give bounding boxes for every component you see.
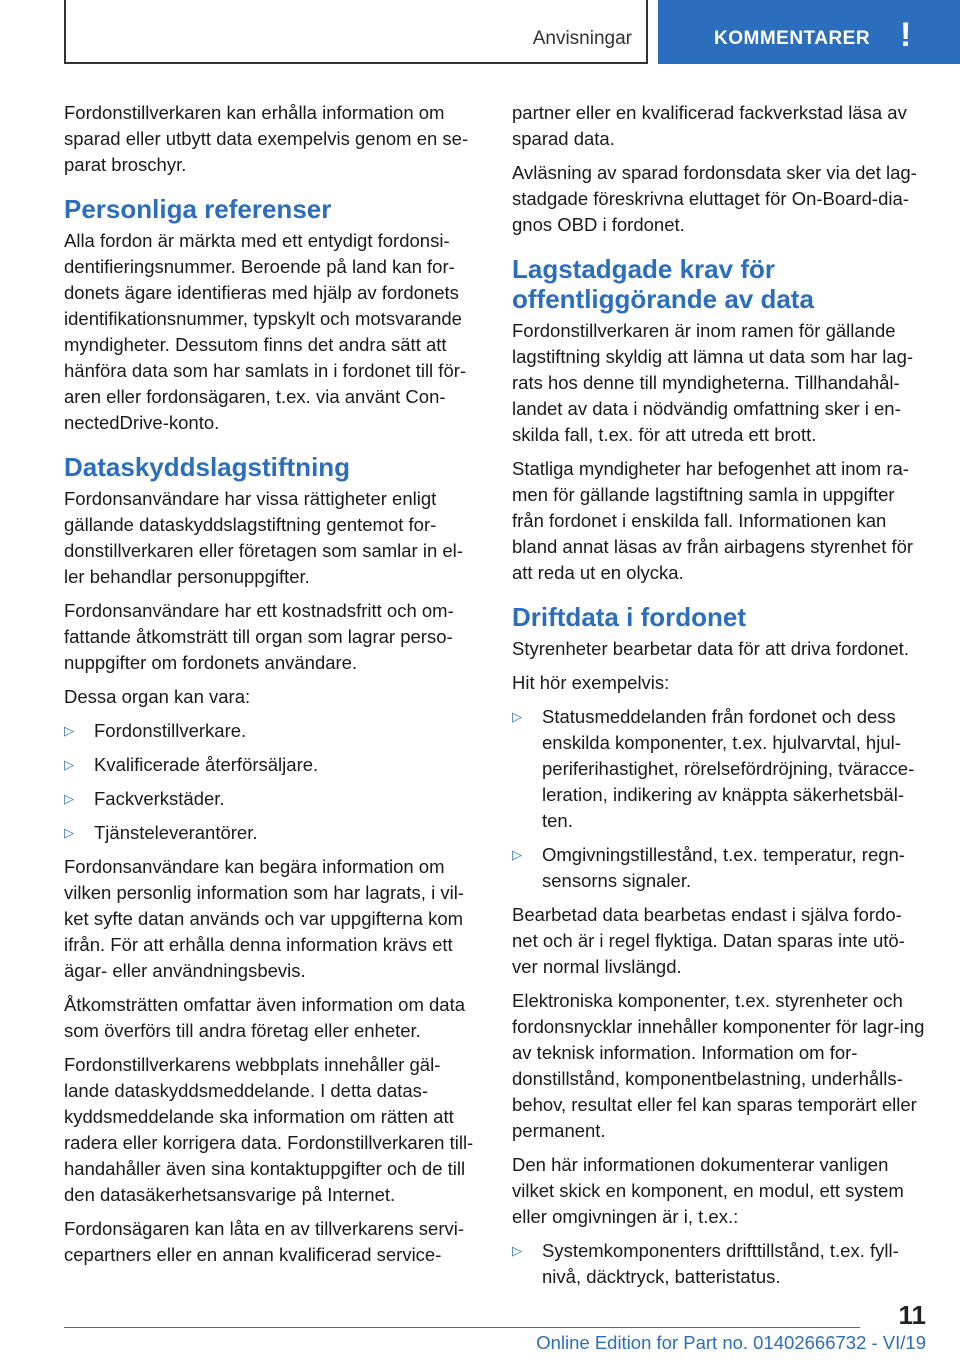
list-item-text: Omgivningstillestånd, t.ex. temperatur, regn-sensorns signaler. xyxy=(542,844,905,891)
page-number: 11 xyxy=(898,1300,926,1330)
paragraph: Den här informationen dokumenterar vanligen vilket skick en komponent, en modul, ett system eller omgivningen är i, t.ex.: xyxy=(512,1154,904,1227)
paragraph: Fordonstillverkaren är inom ramen för gällande lagstiftning skyldig att lämna ut data som har lag-rats hos denne till myndigheterna. Tillhandahål-landet av data i nödvändig omfattning sker i en-skilda fall, t.ex. för att utreda ett brott. xyxy=(512,320,914,445)
paragraph: Fordonstillverkaren kan erhålla information om sparad eller utbytt data exempelvis genom en se-parat broschyr. xyxy=(64,102,469,175)
paragraph: Fordonsanvändare har ett kostnadsfritt och om-fattande åtkomsträtt till organ som lagrar perso-nuppgifter om fordonets användare. xyxy=(64,600,454,673)
footer-divider xyxy=(64,1327,860,1328)
list-item-text: Tjänsteleverantörer. xyxy=(94,822,258,843)
list-item xyxy=(64,752,478,778)
paragraph: Fordonsanvändare kan begära information om vilken personlig information som har lagrats, i vil-ket syfte datan används och var uppgifterna kom ifrån. För att erhålla denna information krävs ett ägar- eller användningsbevis. xyxy=(64,856,464,981)
left-column xyxy=(64,100,478,1276)
paragraph: Bearbetad data bearbetas endast i själva fordo-net och är i regel flyktiga. Datan sparas inte utö-ver normal livslängd. xyxy=(512,904,905,977)
section-label: Anvisningar xyxy=(532,28,632,49)
section-tab-label: KOMMENTARER xyxy=(714,28,871,49)
heading-personliga-referenser: Personliga referenser xyxy=(64,194,332,224)
triangle-bullet-icon: ▷ xyxy=(64,825,74,840)
paragraph: Fordonsanvändare har vissa rättigheter enligt gällande dataskyddslagstiftning gentemot for-donstillverkaren eller företagen som samlar in el-ler behandlar personuppgifter. xyxy=(64,488,463,587)
list-item xyxy=(64,786,478,812)
header-box xyxy=(64,0,648,64)
heading-lagstadgade-krav: Lagstadgade krav för offentliggörande av data xyxy=(512,254,814,314)
list-item xyxy=(512,1238,926,1290)
right-column xyxy=(512,100,926,1298)
section-tab[interactable] xyxy=(658,0,960,64)
paragraph: Avläsning av sparad fordonsdata sker via det lag-stadgade föreskrivna eluttaget för On-Board-dia-gnos OBD i fordonet. xyxy=(512,162,917,235)
triangle-bullet-icon: ▷ xyxy=(512,709,522,724)
exclamation-icon: ! xyxy=(900,16,912,54)
triangle-bullet-icon: ▷ xyxy=(64,757,74,772)
paragraph: Alla fordon är märkta med ett entydigt fordonsi-dentifieringsnummer. Beroende på land kan for-donets ägare identifieras med hjälp av fordonets identifikationsnummer, typskylt och motsvarande myndigheter. Dessutom finns det andra sätt att hänföra data som har samlats in i fordonet till för-aren eller fordonsägaren, t.ex. via använt Con-nectedDrive-konto. xyxy=(64,230,467,433)
triangle-bullet-icon: ▷ xyxy=(64,791,74,806)
list-item-text: Statusmeddelanden från fordonet och dess enskilda komponenter, t.ex. hjulvarvtal, hjul-periferihastighet, rörelsefördröjning, tväracce-leration, indikering av knäppta säkerhetsbäl-ten. xyxy=(542,706,915,831)
heading-dataskyddslagstiftning: Dataskyddslagstiftning xyxy=(64,452,351,482)
organ-list xyxy=(64,718,478,846)
driftdata-list xyxy=(512,704,926,894)
paragraph: Statliga myndigheter har befogenhet att inom ra-men för gällande lagstiftning samla in uppgifter från fordonet i enskilda fall. Informationen kan bland annat läsas av från airbagens styrenhet för att reda ut en olycka. xyxy=(512,458,914,583)
list-item xyxy=(64,718,478,744)
paragraph: Styrenheter bearbetar data för att driva fordonet. xyxy=(512,638,909,659)
system-list xyxy=(512,1238,926,1290)
paragraph: partner eller en kvalificerad fackverkstad läsa av sparad data. xyxy=(512,102,907,149)
paragraph: Fordonsägaren kan låta en av tillverkarens servi-cepartners eller en annan kvalificerad service- xyxy=(64,1218,464,1265)
list-item-text: Fackverkstäder. xyxy=(94,788,225,809)
triangle-bullet-icon: ▷ xyxy=(512,847,522,862)
triangle-bullet-icon: ▷ xyxy=(512,1243,522,1258)
paragraph: Dessa organ kan vara: xyxy=(64,686,251,707)
paragraph: Hit hör exempelvis: xyxy=(512,672,670,693)
list-item-text: Fordonstillverkare. xyxy=(94,720,247,741)
list-item-text: Systemkomponenters drifttillstånd, t.ex. fyll-nivå, däcktryck, batteristatus. xyxy=(542,1240,899,1287)
paragraph: Elektroniska komponenter, t.ex. styrenheter och fordonsnycklar innehåller komponenter för lagr-ing av teknisk information. Information om for-donstillstånd, komponentbelastning, underhålls-behov, resultat eller fel kan sparas temporärt eller permanent. xyxy=(512,990,925,1141)
list-item xyxy=(64,820,478,846)
paragraph: Åtkomsträtten omfattar även information om data som överförs till andra företag eller enheter. xyxy=(64,994,466,1041)
list-item xyxy=(512,842,926,894)
paragraph: Fordonstillverkarens webbplats innehåller gäl-lande dataskyddsmeddelande. I detta datas-kyddsmeddelande ska information om rätten att radera eller korrigera data. Fordonstillverkaren till-handahåller även sina kontaktuppgifter och de till den datasäkerhetsansvarige på Internet. xyxy=(64,1054,474,1205)
heading-driftdata: Driftdata i fordonet xyxy=(512,602,746,632)
list-item xyxy=(512,704,926,834)
list-item-text: Kvalificerade återförsäljare. xyxy=(94,754,319,775)
footer-edition: Online Edition for Part no. 01402666732 - VI/19 xyxy=(536,1332,926,1353)
triangle-bullet-icon: ▷ xyxy=(64,723,74,738)
